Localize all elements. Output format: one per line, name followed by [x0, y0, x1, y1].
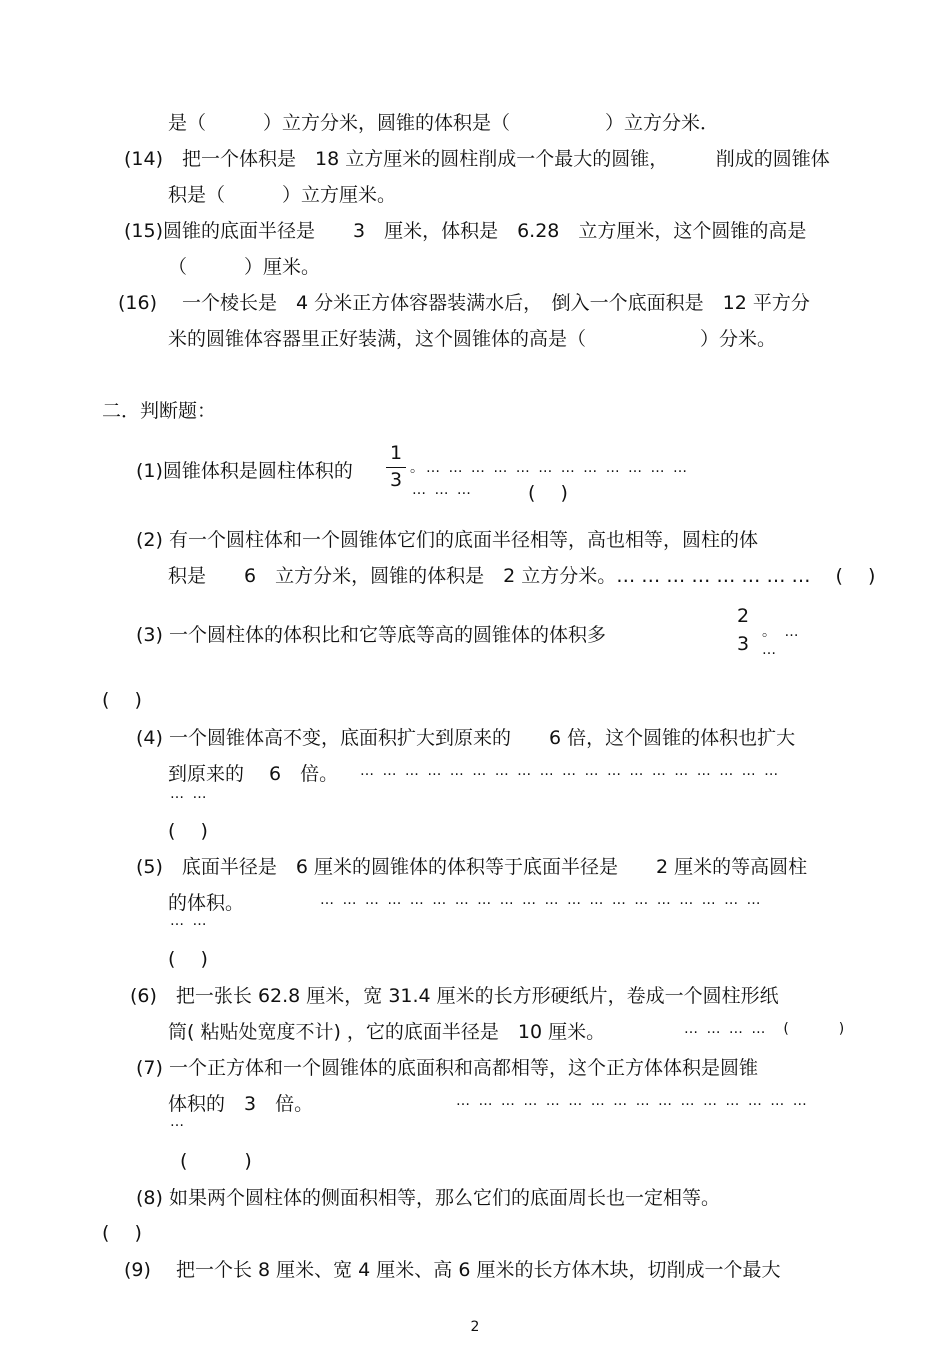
- q14-line2: 积是（ ）立方厘米。: [168, 184, 397, 206]
- q14-line1: (14) 把一个体积是 18 立方厘米的圆柱削成一个最大的圆锥， 削成的圆锥体: [124, 148, 830, 170]
- j7-answer-bracket[interactable]: ( ): [180, 1150, 252, 1172]
- j2-line2: 积是 6 立方分米，圆锥的体积是 2 立方分米。… … … … … … … … ( ): [168, 565, 876, 587]
- j6-line2: 筒( 粘贴处宽度不计) ，它的底面半径是 10 厘米。: [168, 1021, 606, 1043]
- fraction-denominator: 3: [389, 468, 403, 491]
- j1-leader-dots: 。… … … … … … … … … … … …: [410, 460, 689, 476]
- j8-answer-bracket[interactable]: ( ): [102, 1222, 142, 1244]
- j7-line2: 体积的 3 倍。: [168, 1093, 314, 1115]
- j7-leader-dots: … … … … … … … … … … … … … … … …: [456, 1093, 809, 1109]
- q16-line1: (16) 一个棱长是 4 分米正方体容器装满水后， 倒入一个底面积是 12 平方分: [118, 292, 810, 314]
- j5-leader-dots: … … … … … … … … … … … … … … … … … … … …: [320, 892, 763, 908]
- q15-line1: (15)圆锥的底面半径是 3 厘米，体积是 6.28 立方厘米，这个圆锥的高是: [124, 220, 807, 242]
- j3-leader-dots-2: …: [762, 642, 778, 658]
- j6-line1: (6) 把一张长 62.8 厘米，宽 31.4 厘米的长方形硬纸片，卷成一个圆柱形纸: [130, 985, 779, 1007]
- fraction-numerator: 1: [389, 442, 403, 464]
- j1-answer-bracket[interactable]: ( ): [528, 482, 568, 504]
- j2-line1: (2) 有一个圆柱体和一个圆锥体它们的底面半径相等，高也相等，圆柱的体: [136, 529, 758, 551]
- j5-leader-dots-2: … …: [170, 913, 209, 929]
- section-heading-judgement: 二．判断题：: [102, 400, 217, 422]
- j3-leader-dots: 。 …: [762, 624, 801, 640]
- j5-line2: 的体积。: [168, 892, 245, 914]
- j1-text: (1)圆锥体积是圆柱体积的: [136, 460, 353, 482]
- j7-leader-dots-2: …: [170, 1114, 186, 1130]
- j3-text: (3) 一个圆柱体的体积比和它等底等高的圆锥体的体积多: [136, 624, 606, 646]
- fraction-two-thirds: [733, 606, 753, 656]
- j8-text: (8) 如果两个圆柱体的侧面积相等，那么它们的底面周长也一定相等。: [136, 1187, 720, 1209]
- j5-line1: (5) 底面半径是 6 厘米的圆锥体的体积等于底面半径是 2 厘米的等高圆柱: [136, 856, 808, 878]
- fraction-denominator: 3: [736, 632, 750, 655]
- q13-continuation: 是（ ）立方分米，圆锥的体积是（ ）立方分米．: [168, 112, 720, 134]
- j4-leader-dots-2: … …: [170, 786, 209, 802]
- j7-line1: (7) 一个正方体和一个圆锥体的底面积和高都相等，这个正方体体积是圆锥: [136, 1057, 758, 1079]
- q16-line2: 米的圆锥体容器里正好装满，这个圆锥体的高是（ ）分米。: [168, 328, 777, 350]
- fraction-numerator: 2: [736, 605, 750, 627]
- q15-line2: （ ）厘米。: [168, 256, 321, 278]
- j6-leader-dots: … … … … ( ): [684, 1021, 847, 1037]
- j4-line2: 到原来的 6 倍。: [168, 763, 339, 785]
- j4-leader-dots: … … … … … … … … … … … … … … … … … … …: [360, 763, 781, 779]
- j9-line1: (9) 把一个长 8 厘米、宽 4 厘米、高 6 厘米的长方体木块，切削成一个最大: [124, 1259, 781, 1281]
- j4-line1: (4) 一个圆锥体高不变，底面积扩大到原来的 6 倍，这个圆锥的体积也扩大: [136, 727, 796, 749]
- j5-answer-bracket[interactable]: ( ): [168, 948, 208, 970]
- fraction-one-third: [386, 443, 406, 492]
- j4-answer-bracket[interactable]: ( ): [168, 820, 208, 842]
- j3-answer-bracket[interactable]: ( ): [102, 689, 142, 711]
- page-number: 2: [470, 1319, 480, 1335]
- j1-leader-dots-2: … … …: [412, 482, 473, 498]
- fraction-bar: [386, 467, 406, 468]
